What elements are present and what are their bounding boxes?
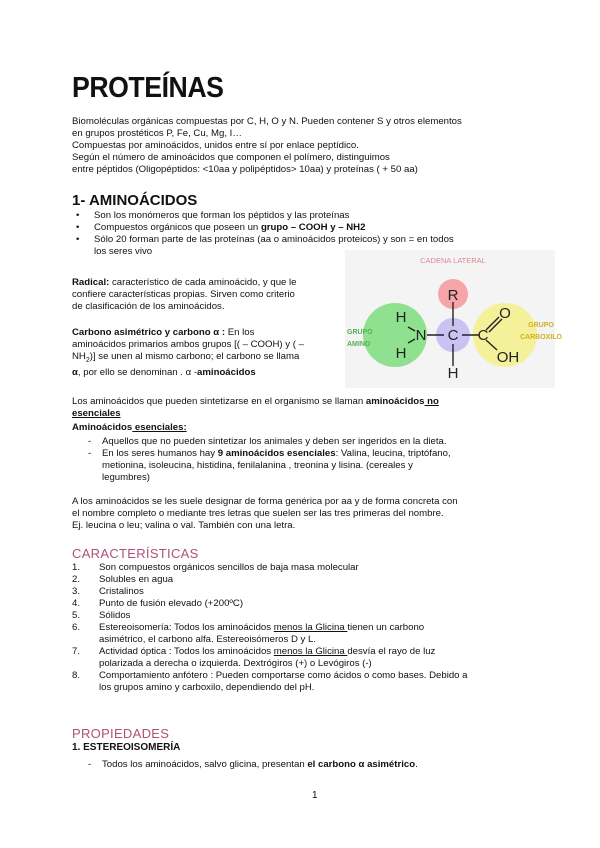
list-item: - En los seres humanos hay 9 aminoácidos esenciales: Valina, leucina, triptófano, metionina, isoleucina, histidina, fenilalanina , treonina y lisina. (cereales y legumbres): [88, 448, 451, 483]
atom-c: C: [477, 327, 489, 344]
aminoacid-structure-diagram: [345, 250, 562, 388]
list-item: 5. Sólidos: [72, 610, 131, 621]
bullet-icon: •: [76, 234, 80, 245]
carbono-label: Carbono asimétrico y carbono α :: [72, 327, 226, 338]
page-number: 1: [312, 790, 318, 801]
list-item: - Todos los aminoácidos, salvo glicina, presentan el carbono α asimétrico.: [88, 759, 418, 770]
intro-line: en grupos prostéticos P, Fe, Cu, Mg, I…: [72, 128, 242, 139]
list-item: 4. Punto de fusión elevado (+200ºC): [72, 598, 244, 609]
esenciales-heading: Aminoácidos esenciales:: [72, 422, 187, 433]
list-item: 3. Cristalinos: [72, 586, 144, 597]
dash-bullet: -: [88, 436, 92, 447]
subheading-estereoisomeria: 1. ESTEREOISOMERÍA: [72, 742, 181, 753]
atom-r: R: [447, 287, 459, 304]
atom-h: H: [395, 345, 407, 362]
label-grupo-amino-2: AMINO: [347, 341, 371, 348]
atom-h: H: [447, 365, 459, 382]
intro-paragraph: [72, 116, 462, 176]
esenciales-section: [72, 422, 528, 484]
caracteristicas-list: [72, 562, 530, 694]
list-item-continuation: los seres vivo: [94, 246, 153, 257]
label-cadena-lateral: CADENA LATERAL: [420, 256, 486, 265]
atom-h: H: [395, 309, 407, 326]
label-grupo-carboxilo-1: GRUPO: [528, 322, 554, 329]
intro-line: Según el número de aminoácidos que componen el polímero, distinguimos: [72, 152, 390, 163]
page-title: PROTEÍNAS: [72, 72, 224, 104]
list-item: 8. Comportamiento anfótero : Pueden comportarse como ácidos o como bases. Debido a los grupos amino y carboxilo, dependiendo del pH.: [72, 670, 468, 693]
section-heading-caracteristicas: CARACTERÍSTICAS: [72, 546, 199, 561]
dash-bullet: -: [88, 759, 92, 770]
no-esenciales-paragraph: Los aminoácidos que pueden sintetizarse en el organismo se llaman aminoácidos no esenciales: [72, 396, 439, 419]
list-item: - Aquellos que no pueden sintetizar los animales y deben ser ingeridos en la dieta.: [88, 436, 447, 447]
intro-line: entre péptidos (Oligopéptidos: <10aa y polipéptidos> 10aa) y proteínas ( + 50 aa): [72, 164, 418, 175]
list-item: • Son los monómeros que forman los péptidos y las proteínas: [76, 210, 350, 221]
list-item: 2. Solubles en agua: [72, 574, 174, 585]
dash-bullet: -: [88, 448, 92, 459]
label-grupo-carboxilo-2: CARBOXILO: [520, 334, 562, 341]
label-grupo-amino-1: GRUPO: [347, 329, 373, 336]
bullet-icon: •: [76, 210, 80, 221]
atom-c-alpha: C: [447, 327, 459, 344]
atom-oh: OH: [496, 349, 520, 366]
atom-o: O: [499, 305, 511, 322]
carbono-paragraph: Carbono asimétrico y carbono α : En los aminoácidos primarios ambos grupos [( – COOH) y ( – $NH_2$)] se unen al mismo carbono; el carbono se llama α, por ello se denominan . α -aminoácidos: [72, 327, 304, 378]
designar-paragraph: A los aminoácidos se les suele designar de forma genérica por aa y de forma concreta con el nombre completo o mediante tres letras que suelen ser las tres primeras del nombre. Ej. leucina o leu; valina o val. También con una letra.: [72, 496, 458, 531]
bullet-icon: •: [76, 222, 80, 233]
section-heading-aminoacidos: 1- AMINOÁCIDOS: [72, 192, 198, 209]
list-item: 1. Son compuestos orgánicos sencillos de baja masa molecular: [72, 562, 359, 573]
list-item: • Sólo 20 forman parte de las proteínas (aa o aminoácidos proteicos) y son = en todos: [76, 234, 454, 245]
list-item: 7. Actividad óptica : Todos los aminoácidos menos la Glicina desvía el rayo de luz polarizada a derecha o izquierda. Dextrógiros (+) o Levógiros (-): [72, 646, 436, 669]
list-item: 6. Estereoisomería: Todos los aminoácidos menos la Glicina tienen un carbono asimétrico, el carbono alfa. Estereoisómeros D y L.: [72, 622, 425, 645]
list-item: • Compuestos orgánicos que poseen un grupo – COOH y – NH2: [76, 222, 366, 233]
atom-n: N: [415, 327, 427, 344]
radical-paragraph: Radical: característico de cada aminoácido, y que le confiere características propias. Sirven como criterio de clasificación de los aminoácidos.: [72, 277, 297, 312]
intro-line: Compuestas por aminoácidos, unidos entre sí por enlace peptídico.: [72, 140, 359, 151]
section-heading-propiedades: PROPIEDADES: [72, 726, 170, 741]
radical-label: Radical:: [72, 277, 110, 288]
intro-line: Biomoléculas orgánicas compuestas por C, H, O y N. Pueden contener S y otros elementos: [72, 116, 462, 127]
